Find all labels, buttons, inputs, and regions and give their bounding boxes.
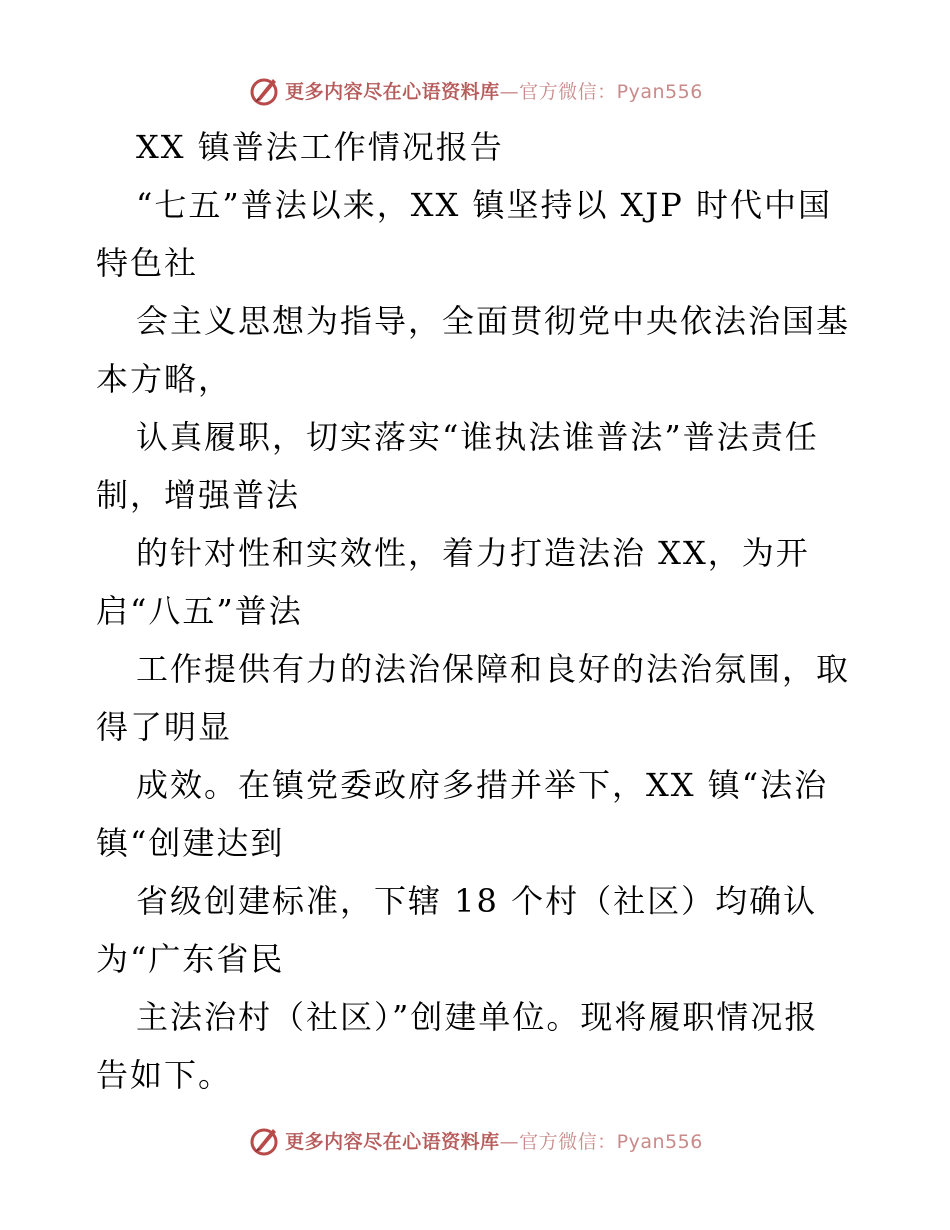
quill-pen-logo-icon bbox=[247, 1123, 281, 1157]
banner-text bbox=[285, 1127, 703, 1154]
header-banner bbox=[0, 70, 950, 110]
body-line: 告如下。 bbox=[96, 1056, 233, 1094]
banner-contact: 官方微信：Pyan556 bbox=[519, 80, 703, 103]
banner-contact: 官方微信：Pyan556 bbox=[519, 1130, 703, 1153]
body-line: 成效。在镇党委政府多措并举下，XX 镇“法治 bbox=[136, 766, 829, 804]
document-body bbox=[96, 118, 866, 1104]
body-line: 为“广东省民 bbox=[96, 940, 285, 978]
document-title: XX 镇普法工作情况报告 bbox=[136, 128, 504, 166]
body-line: 启“八五”普法 bbox=[96, 592, 303, 630]
banner-dash: — bbox=[499, 80, 520, 103]
footer-banner bbox=[0, 1120, 950, 1160]
body-line: 镇“创建达到 bbox=[96, 824, 285, 862]
banner-text bbox=[285, 77, 703, 104]
banner-brand: 更多内容尽在心语资料库 bbox=[285, 80, 500, 103]
body-line: 会主义思想为指导，全面贯彻党中央依法治国基 bbox=[136, 302, 851, 340]
body-line: “七五”普法以来，XX 镇坚持以 XJP 时代中国 bbox=[136, 186, 832, 224]
banner-brand: 更多内容尽在心语资料库 bbox=[285, 1130, 500, 1153]
banner-dash: — bbox=[499, 1130, 520, 1153]
body-line: 认真履职，切实落实“谁执法谁普法”普法责任 bbox=[136, 418, 819, 456]
body-line: 工作提供有力的法治保障和良好的法治氛围，取 bbox=[136, 650, 851, 688]
body-line: 得了明显 bbox=[96, 708, 233, 746]
quill-pen-logo-icon bbox=[247, 73, 281, 107]
body-line: 特色社 bbox=[96, 244, 199, 282]
body-line: 制，增强普法 bbox=[96, 476, 301, 514]
body-line: 本方略， bbox=[96, 360, 233, 398]
body-line: 省级创建标准，下辖 18 个村（社区）均确认 bbox=[136, 882, 818, 920]
body-line: 主法治村（社区）”创建单位。现将履职情况报 bbox=[136, 998, 819, 1036]
body-line: 的针对性和实效性，着力打造法治 XX，为开 bbox=[136, 534, 810, 572]
